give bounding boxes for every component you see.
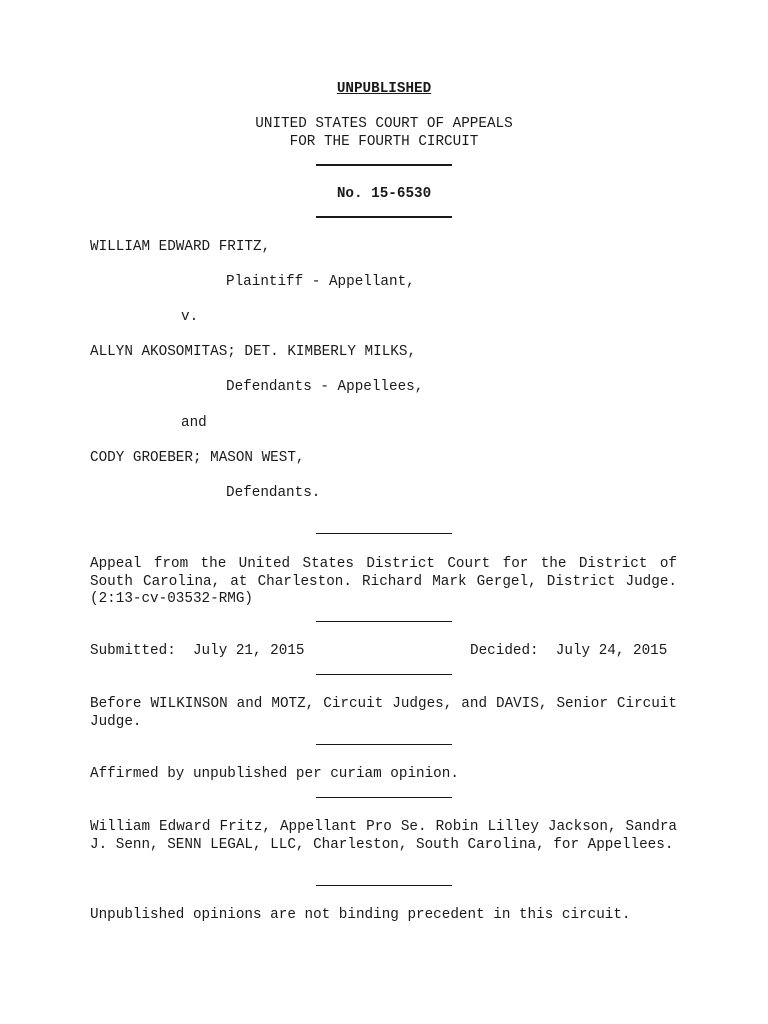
divider-after-counsel: [316, 885, 452, 886]
conjunction-and: and: [181, 415, 207, 431]
divider-after-dates: [316, 674, 452, 675]
panel-paragraph: Before WILKINSON and MOTZ, Circuit Judges, and DAVIS, Senior Circuit Judge.: [90, 696, 677, 730]
versus-label: v.: [181, 309, 199, 325]
divider-after-appeal: [316, 621, 452, 622]
defendants-appellees-role: Defendants - Appellees,: [226, 379, 424, 395]
appeal-from-paragraph: Appeal from the United States District Court for the District of South Carolina, at Charleston. Richard Mark Gergel, District Judge. (2:13-cv-03532-RMG): [90, 556, 677, 608]
plaintiff-role: Plaintiff - Appellant,: [226, 274, 415, 290]
caption-divider: [316, 533, 452, 534]
header-divider-top: [316, 164, 452, 166]
unpublished-heading: UNPUBLISHED: [336, 81, 432, 97]
precedent-notice: Unpublished opinions are not binding precedent in this circuit.: [90, 907, 631, 923]
other-defendants-names: CODY GROEBER; MASON WEST,: [90, 450, 305, 466]
divider-after-disposition: [316, 797, 452, 798]
court-name-line2: FOR THE FOURTH CIRCUIT: [289, 134, 479, 150]
counsel-paragraph: William Edward Fritz, Appellant Pro Se. Robin Lilley Jackson, Sandra J. Senn, SENN LEGAL, LLC, Charleston, South Carolina, for Appellees.: [90, 819, 677, 853]
plaintiff-name: WILLIAM EDWARD FRITZ,: [90, 239, 271, 255]
submitted-date: Submitted: July 21, 2015: [90, 643, 305, 659]
case-number: No. 15-6530: [336, 186, 432, 202]
defendants-appellees-names: ALLYN AKOSOMITAS; DET. KIMBERLY MILKS,: [90, 344, 417, 360]
divider-after-panel: [316, 744, 452, 745]
decided-date: Decided: July 24, 2015: [470, 643, 668, 659]
other-defendants-role: Defendants.: [226, 485, 321, 501]
court-name-line1: UNITED STATES COURT OF APPEALS: [255, 116, 513, 132]
header-divider-bottom: [316, 216, 452, 218]
disposition-text: Affirmed by unpublished per curiam opinion.: [90, 766, 459, 782]
